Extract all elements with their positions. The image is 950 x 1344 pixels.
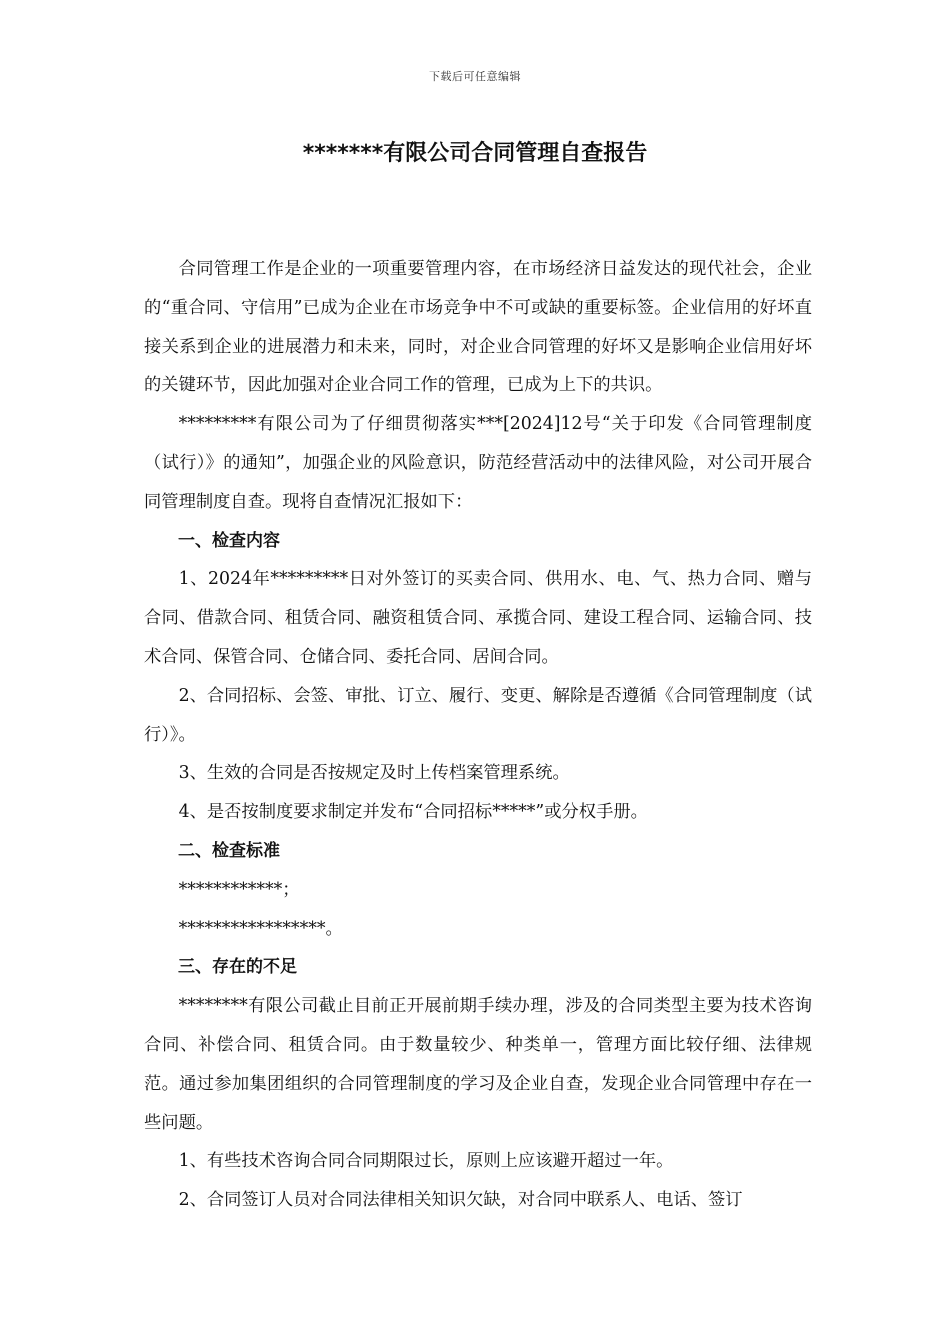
list-item: 2、合同签订人员对合同法律相关知识欠缺，对合同中联系人、电话、签订	[178, 1190, 743, 1211]
document-body	[144, 250, 812, 1220]
document-title: *******有限公司合同管理自查报告	[302, 141, 648, 166]
section-heading-check-standard: 二、检查标准	[178, 840, 280, 861]
section-heading-shortcomings: 三、存在的不足	[178, 957, 297, 978]
list-item: 1、有些技术咨询合同合同期限过长，原则上应该避开超过一年。	[178, 1151, 674, 1172]
paragraph-shortcomings: ********有限公司截止目前正开展前期手续办理，涉及的合同类型主要为技术咨询合同、补偿合同、租赁合同。由于数量较少、种类单一，管理方面比较仔细、法律规范。通过参加集团组织的合同管理制度的学习及企业自查，发现企业合同管理中存在一些问题。	[144, 996, 812, 1133]
list-item: ************；	[178, 879, 300, 900]
paragraph-purpose: *********有限公司为了仔细贯彻落实***[2024]12号“关于印发《合同管理制度（试行）》的通知”，加强企业的风险意识，防范经营活动中的法律风险，对公司开展合同管理制度自查。现将自查情况汇报如下：	[144, 414, 812, 512]
list-item: 4、是否按制度要求制定并发布“合同招标*****”或分权手册。	[178, 802, 648, 823]
paragraph-intro: 合同管理工作是企业的一项重要管理内容，在市场经济日益发达的现代社会，企业的“重合同、守信用”已成为企业在市场竞争中不可或缺的重要标签。企业信用的好坏直接关系到企业的进展潜力和未来，同时，对企业合同管理的好坏又是影响企业信用好坏的关键环节，因此加强对企业合同工作的管理，已成为上下的共识。	[144, 259, 812, 396]
list-item: 3、生效的合同是否按规定及时上传档案管理系统。	[178, 763, 570, 784]
section-heading-check-content: 一、检查内容	[178, 530, 280, 551]
list-item: 2、合同招标、会签、审批、订立、履行、变更、解除是否遵循《合同管理制度（试行）》。	[144, 685, 812, 745]
header-note: 下载后可任意编辑	[429, 70, 521, 83]
list-item: 1、2024年*********日对外签订的买卖合同、供用水、电、气、热力合同、赠与合同、借款合同、租赁合同、融资租赁合同、承揽合同、建设工程合同、运输合同、技术合同、保管合同、仓储合同、委托合同、居间合同。	[144, 569, 812, 667]
list-item: *****************。	[178, 918, 343, 939]
